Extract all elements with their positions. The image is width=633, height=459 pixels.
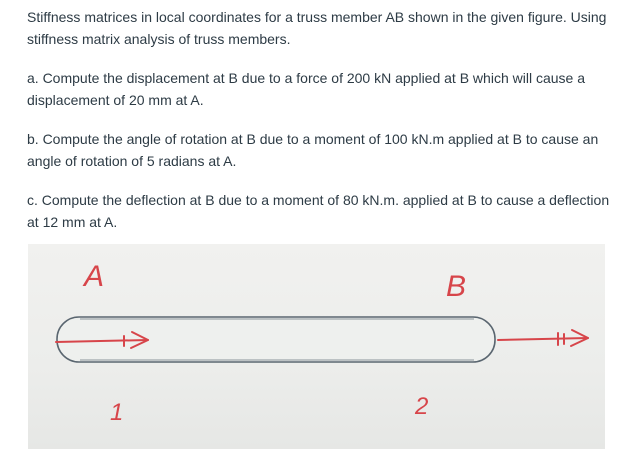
arrow-dof-2-icon — [498, 330, 588, 346]
truss-member-bar — [57, 317, 495, 362]
intro-paragraph: Stiffness matrices in local coordinates for a truss member AB shown in the given figure. Using stiffness matrix analysis of truss members. — [27, 9, 607, 47]
label-2: 2 — [415, 393, 429, 420]
question-b: b. Compute the angle of rotation at B due to a moment of 100 kN.m applied at B to cause an angle of rotation of 5 radians at A. — [27, 131, 599, 169]
label-b: B — [446, 270, 467, 303]
truss-member-figure — [28, 244, 605, 449]
label-a: A — [84, 260, 105, 293]
question-c: c. Compute the deflection at B due to a moment of 80 kN.m. applied at B to cause a deflection at 12 mm at A. — [27, 192, 610, 230]
label-1: 1 — [110, 399, 124, 426]
question-a: a. Compute the displacement at B due to a force of 200 kN applied at B which will cause a displacement of 20 mm at A. — [27, 70, 585, 108]
problem-statement — [27, 6, 617, 250]
truss-sketch — [28, 244, 605, 449]
